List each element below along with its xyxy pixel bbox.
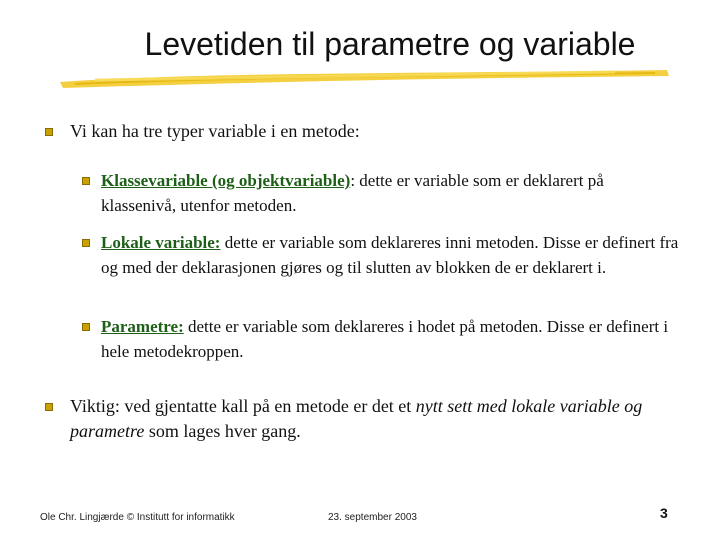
viktig-post: som lages hver gang. — [144, 421, 301, 441]
page-number: 3 — [660, 505, 668, 521]
klassevariable-text: : dette er variable som er deklarert på klassenivå, utenfor metoden. — [101, 171, 604, 215]
term-lokale-variable: Lokale variable: — [101, 233, 221, 252]
bullet-square-icon — [82, 239, 90, 247]
footer-date: 23. september 2003 — [328, 512, 417, 523]
footer-author: Ole Chr. Lingjærde © Institutt for informatikk — [40, 512, 235, 523]
bullet-square-icon — [45, 128, 53, 136]
viktig-emphasis: nytt sett med lokale variable og parametre — [70, 396, 643, 441]
lokale-variable-text: dette er variable som deklareres inni metoden. Disse er definert fra og med der deklarasjonen gjøres og til slutten av blokken de er deklarert i. — [101, 233, 679, 277]
bullet-lokale-variable — [101, 230, 681, 280]
bullet-viktig — [70, 394, 670, 444]
bullet-square-icon — [45, 403, 53, 411]
viktig-pre: Viktig: ved gjentatte kall på en metode er det et — [70, 396, 416, 416]
bullet-parametre — [101, 314, 681, 364]
bullet-intro: Vi kan ha tre typer variable i en metode: — [70, 121, 360, 141]
slide-title: Levetiden til parametre og variable — [144, 26, 636, 62]
term-klassevariable: Klassevariable (og objektvariable) — [101, 171, 351, 190]
term-parametre: Parametre: — [101, 317, 184, 336]
parametre-text: dette er variable som deklareres i hodet på metoden. Disse er definert i hele metodekroppen. — [101, 317, 669, 361]
bullet-square-icon — [82, 177, 90, 185]
bullet-klassevariable — [101, 168, 681, 218]
title-underline-brushstroke — [55, 66, 675, 90]
bullet-square-icon — [82, 323, 90, 331]
